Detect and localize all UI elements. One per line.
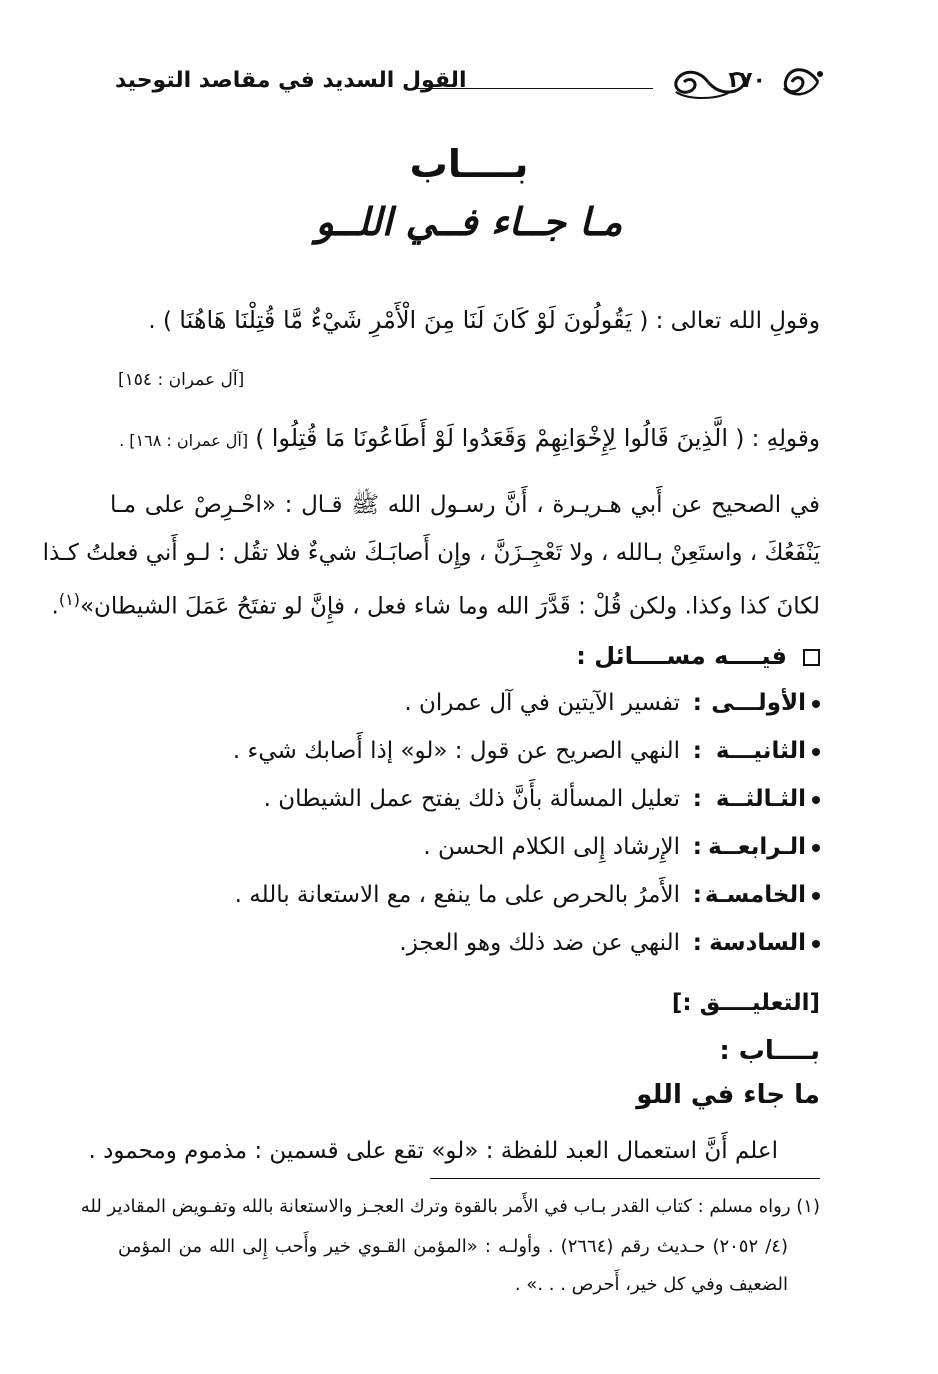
verse-1-intro: وقولِ الله تعالى : ( (639, 308, 820, 334)
commentary-heading: [التعليــــق :] (671, 990, 820, 1016)
bullet-icon (812, 700, 820, 708)
issue-text: الإِرشاد إِلى الكلام الحسن . (423, 834, 680, 860)
issue-key: الثـالثــة (715, 786, 806, 812)
hadith-line-1: في الصحيح عن أَبي هـريـرة ، أَنَّ رسـول الله ﷺ قـال : «احْـرِصْ على مـا (110, 492, 820, 518)
issue-key: السادسة (709, 930, 806, 956)
issue-text: الأَمرُ بالحرص على ما ينفع ، مع الاستعانة بالله . (234, 882, 680, 908)
issue-text: تعليل المسألة بأَنَّ ذلك يفتح عمل الشيطان . (263, 786, 680, 812)
bullet-icon (812, 844, 820, 852)
issue-colon: : (692, 690, 702, 716)
verse-2-reference: [آل عمران : ١٦٨] . (119, 431, 249, 450)
chapter-label: بــــاب (409, 142, 529, 186)
issues-heading-text: فيــــه مســــائل : (576, 642, 787, 670)
issue-text: النهي عن ضد ذلك وهو العجز. (399, 930, 680, 956)
verse-1-close: ) . (148, 308, 172, 334)
issue-item (399, 930, 820, 956)
hadith-line-3-end: . (51, 593, 59, 620)
verse-2-intro: وقولِهِ : ( (735, 426, 820, 452)
issue-text: النهي الصريح عن قول : «لو» إذا أَصابك شيء . (232, 738, 680, 764)
footnote-marker: (١) (58, 590, 80, 609)
verse-1-line (110, 306, 820, 334)
issues-heading (576, 642, 820, 670)
chapter-title: مـا جــاء فــي اللــو (315, 200, 623, 244)
verse-2-line (110, 424, 820, 452)
bullet-icon (812, 892, 820, 900)
issue-key: الأولـــى (711, 690, 806, 716)
verse-2-close: ) (255, 426, 265, 452)
square-bullet-icon (803, 649, 820, 666)
issue-item (233, 738, 820, 764)
bullet-icon (812, 796, 820, 804)
issue-item (264, 786, 820, 812)
footnote-line-2: (٤/ ٢٠٥٢) حـديث رقم (٢٦٦٤) . وأولـه : «المؤمن القـوي خير وأَحب إِلى الله من المؤمن (118, 1236, 788, 1257)
running-title: القول السديد في مقاصد التوحيد (115, 68, 467, 93)
issue-colon: : (692, 834, 702, 860)
issue-colon: : (692, 930, 702, 956)
verse-1-reference: [آل عمران : ١٥٤] (118, 370, 245, 390)
footnote-line-3: الضعيف وفي كل خير، أَحرص . . .» . (514, 1274, 788, 1295)
hadith-line-2: يَنْفَعُكَ ، واستَعِنْ بـالله ، ولا تَعْجِـزَنَّ ، وإِن أَصابَـكَ شيءٌ فلا تقُل : لـو أَني فعلتُ كـذا (42, 540, 820, 566)
bullet-icon (812, 940, 820, 948)
commentary-title: ما جاء في اللو (636, 1080, 820, 1110)
issue-key: الـرابعــة (708, 834, 806, 860)
commentary-bab: بــــاب : (719, 1036, 820, 1066)
issue-key: الخامسـة (704, 882, 806, 908)
commentary-body: اعلم أَنَّ استعمال العبد للفظة : «لو» تقع على قسمين : مذموم ومحمود . (88, 1138, 778, 1164)
issue-key: الثانيـــة (715, 738, 806, 764)
footnote-line-1: (١) رواه مسلم : كتاب القدر بـاب في الأَمر بالقوة وترك العجـز والاستعانة بالله وتفـويض المقادير لله (80, 1196, 820, 1217)
hadith-line-3-text: لكانَ كذا وكذا. ولكن قُلْ : قَدَّرَ الله وما شاء فعل ، فإِنَّ لو تفتَحُ عَمَلَ الشيطان» (79, 593, 820, 620)
issue-item (404, 690, 820, 716)
verse-1-text: يَقُولُونَ لَوْ كَانَ لَنَا مِنَ الْأَمْرِ شَيْءٌ مَّا قُتِلْنَا هَاهُنَا (179, 306, 632, 334)
issue-text: تفسير الآيتين في آل عمران . (404, 690, 680, 716)
page-number: ١٧٠ (725, 68, 766, 93)
issue-colon: : (692, 882, 702, 908)
issue-item (423, 834, 820, 860)
hadith-line-3 (51, 590, 820, 620)
page-header (115, 62, 818, 106)
footnote-rule (430, 1178, 820, 1179)
issue-colon: : (692, 786, 702, 812)
issue-item (235, 882, 820, 908)
bullet-icon (812, 748, 820, 756)
verse-2-text: الَّذِينَ قَالُوا لِإِخْوَانِهِمْ وَقَعَدُوا لَوْ أَطَاعُونَا مَا قُتِلُوا (271, 424, 729, 452)
issue-colon: : (692, 738, 702, 764)
